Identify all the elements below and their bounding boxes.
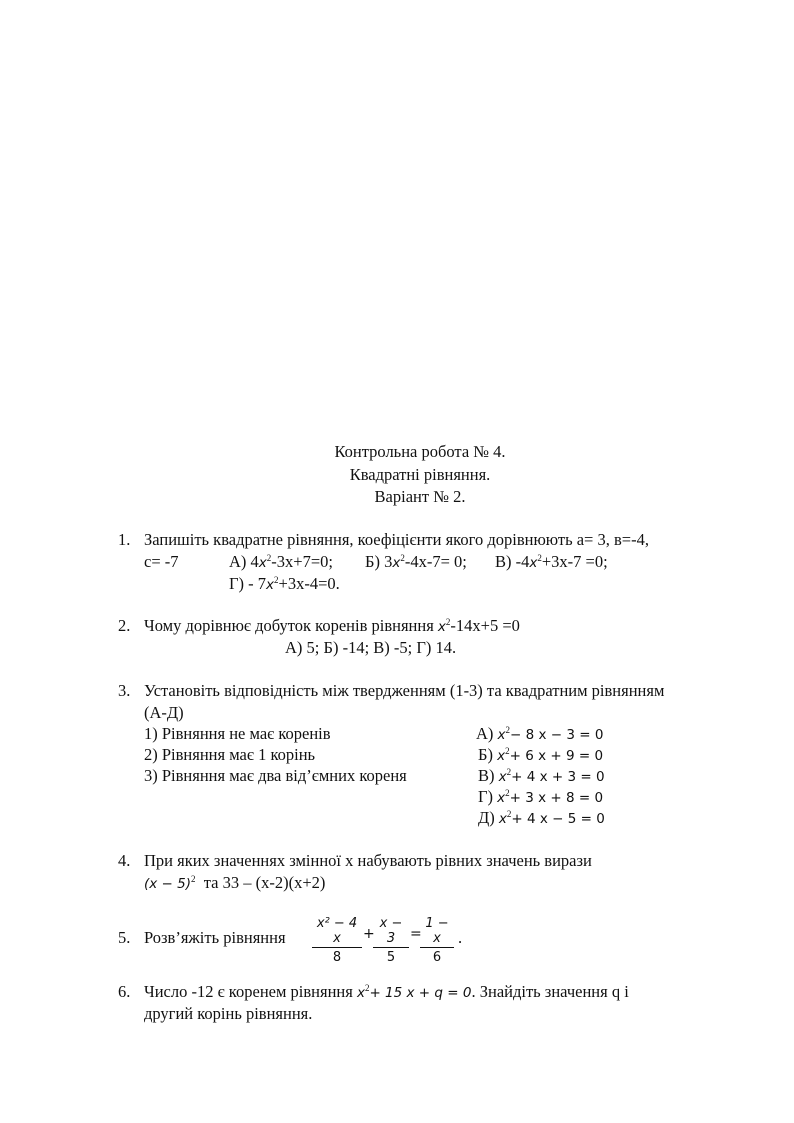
question-text: Установіть відповідність між твердженням (1-3) та квадратним рівнянням [144,681,665,700]
question-text-continued: другий корінь рівняння. [144,1004,313,1023]
document-title: Контрольна робота № 4. [334,442,506,461]
question-number: 3. [118,681,131,700]
statement-1: 1) Рівняння не має коренів [144,724,331,743]
document-variant: Варіант № 2. [374,487,466,506]
question-number: 6. [118,982,131,1001]
option-b: Б) $3x^2-4х-7= 0$; [365,552,467,571]
equation-a: А) $x^2- 8$ x − 3 = 0 [476,724,604,743]
fraction-1: x² − 4 x 8 [312,916,362,965]
equation-d: Д) $x^2+ 4$ x − 5 = 0 [478,808,605,827]
expressions: $(x - 5)^2$ та 33 – (х-2)(х+2) [144,873,326,892]
question-number: 4. [118,851,131,870]
question-number: 1. [118,530,131,549]
option-a: А) $4x^2-3х+7=0$; [229,552,333,571]
question-text: Розв’яжіть рівняння [144,928,286,947]
option-v: В) $-4x^2+3х-7 =0$; [495,552,608,571]
statement-2: 2) Рівняння має 1 корінь [144,745,316,764]
period: . [458,928,463,947]
equation-b: Б) $x^2+ 6$ x + 9 = 0 [478,745,604,764]
coefficient-c: с= -7 [144,552,179,571]
question-text-continued: (А-Д) [144,703,184,722]
question-number: 5. [118,928,131,947]
equation-v: В) $x^2+ 4$ x + 3 = 0 [478,766,605,785]
question-text: Чому дорівнює добуток коренів рівняння $x^2-14х+5 =0$ [144,616,520,635]
question-text: Запишіть квадратне рівняння, коефіцієнти якого дорівнюють а= 3, в=-4, [144,530,649,549]
plus-sign: + [363,926,375,942]
statement-3: 3) Рівняння має два від’ємних кореня [144,766,407,785]
question-number: 2. [118,616,131,635]
equals-sign: = [410,926,422,942]
document-topic: Квадратні рівняння. [349,465,491,484]
option-g: $Г) - 7x^2+3х-4=0$. [229,574,340,593]
answer-options: А) 5; Б) -14; В) -5; Г) 14. [285,638,457,657]
fraction-3: 1 − x 6 [420,916,454,965]
equation-g: Г) $x^2+ 3$ x + 8 = 0 [478,787,604,806]
question-text: Число -12 є коренем рівняння $x^2+ 15$ x + q = 0. Знайдіть значення q і [144,982,629,1001]
fraction-2: x − 3 5 [373,916,409,965]
question-text: При яких значеннях змінної х набувають рівних значень вирази [144,851,592,870]
